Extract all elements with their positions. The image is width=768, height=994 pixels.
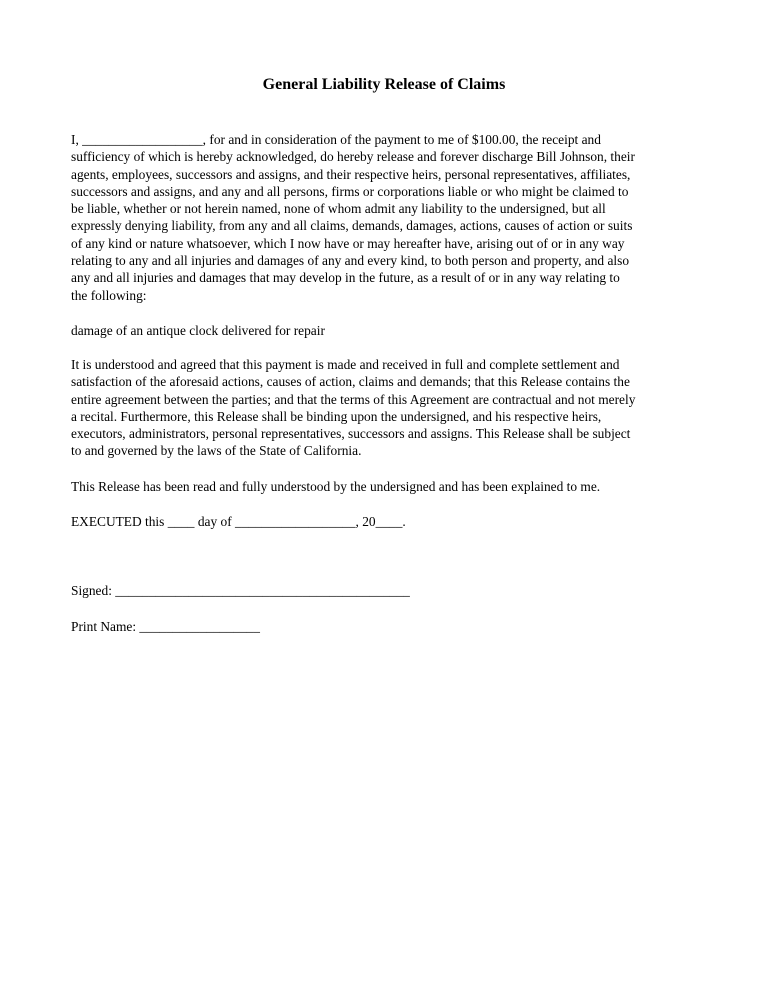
paragraph-line: any and all injuries and damages that may develop in the future, as a result of or in any way relating to	[71, 270, 620, 286]
paragraph-line: to and governed by the laws of the State of California.	[71, 443, 362, 459]
print-name-line: Print Name: __________________	[71, 619, 260, 634]
paragraph-line: be liable, whether or not herein named, none of whom admit any liability to the undersigned, but all	[71, 201, 606, 217]
paragraph-line: the following:	[71, 287, 147, 303]
paragraph-line: relating to any and all injuries and damages of any and every kind, to both person and property, and also	[71, 253, 630, 269]
paragraph-line: executors, administrators, personal representatives, successors and assigns. This Release shall be subject	[71, 426, 631, 442]
paragraph-line: sufficiency of which is hereby acknowledged, do hereby release and forever discharge Bill Johnson, their	[71, 149, 635, 165]
document-title: General Liability Release of Claims	[262, 76, 506, 93]
paragraph-line: of any kind or nature whatsoever, which I now have or may hereafter have, arising out of or in any way	[71, 235, 625, 251]
paragraph-line: satisfaction of the aforesaid actions, causes of action, claims and demands; that this Release contains the	[71, 374, 630, 390]
release-paragraph	[71, 131, 711, 304]
paragraph-line: It is understood and agreed that this payment is made and received in full and complete settlement and	[71, 357, 620, 372]
claim-description: damage of an antique clock delivered for repair	[71, 323, 325, 338]
paragraph-line: entire agreement between the parties; and that the terms of this Agreement are contractual and not merely	[71, 391, 636, 407]
paragraph-line: I, __________________, for and in consideration of the payment to me of $100.00, the receipt and	[71, 132, 601, 147]
paragraph-line: successors and assigns, and any and all persons, firms or corporations liable or who might be claimed to	[71, 183, 629, 199]
signature-line: Signed: ____________________________________________	[71, 583, 410, 598]
settlement-paragraph	[71, 356, 711, 460]
paragraph-line: expressly denying liability, from any and all claims, demands, damages, actions, causes of action or suits	[71, 218, 633, 234]
paragraph-line: a recital. Furthermore, this Release shall be binding upon the undersigned, and his respective heirs,	[71, 408, 602, 424]
executed-date-line: EXECUTED this ____ day of __________________, 20____.	[71, 514, 406, 529]
paragraph-line: agents, employees, successors and assigns, and their respective heirs, personal representatives, affiliates,	[71, 166, 631, 182]
acknowledgment-statement: This Release has been read and fully understood by the undersigned and has been explained to me.	[71, 479, 601, 494]
